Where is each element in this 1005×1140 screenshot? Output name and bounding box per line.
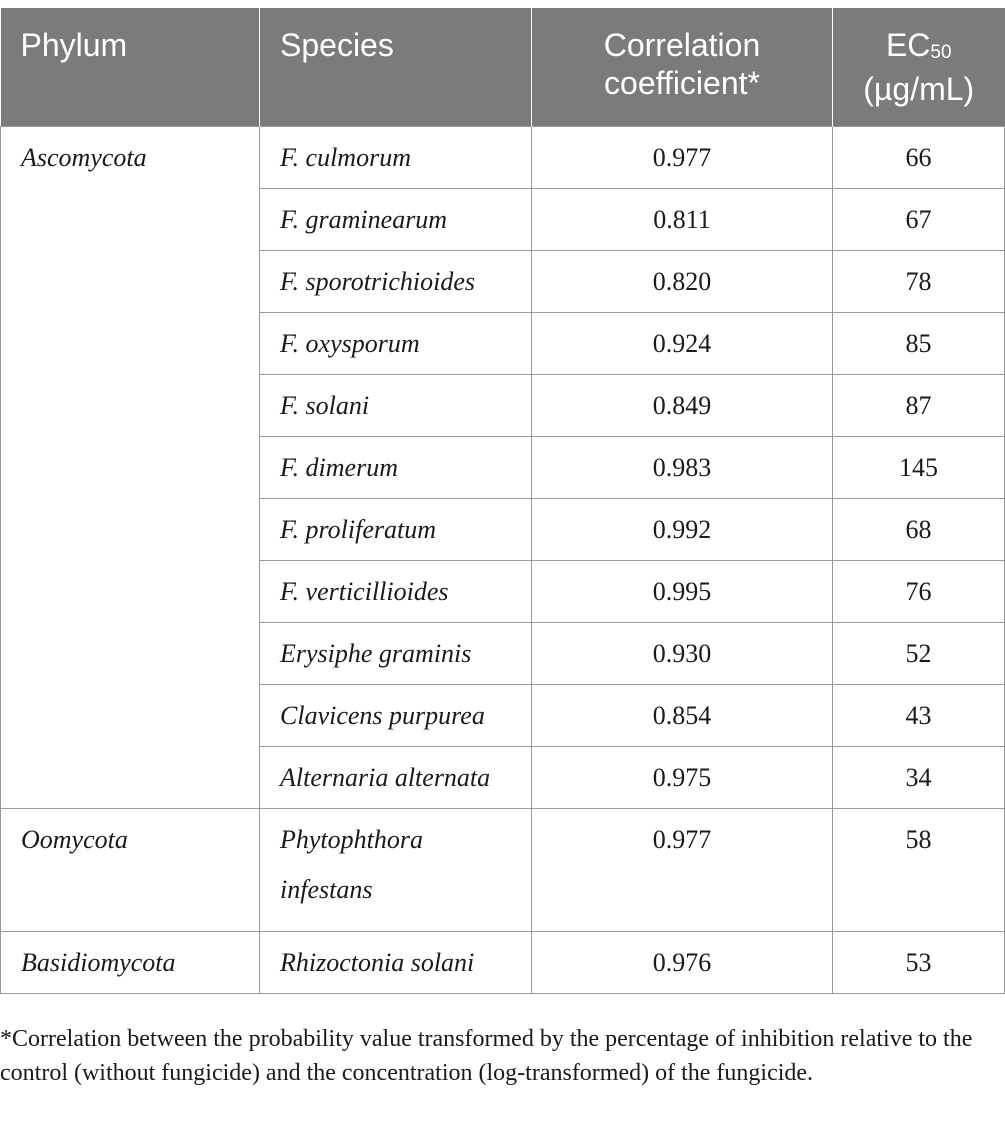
ec50-cell: 43: [833, 684, 1005, 746]
correlation-cell: 0.992: [532, 498, 833, 560]
correlation-cell: 0.976: [532, 931, 833, 993]
correlation-cell: 0.983: [532, 436, 833, 498]
correlation-cell: 0.975: [532, 746, 833, 808]
header-correlation: Correlation coefficient*: [532, 8, 833, 126]
ec50-cell: 66: [833, 126, 1005, 188]
ec50-cell: 78: [833, 250, 1005, 312]
table-footnote: *Correlation between the probability value transformed by the percentage of inhibition relative to the control (without fungicide) and the concentration (log-transformed) of the fungicide.: [0, 1026, 973, 1086]
ec50-cell: 53: [833, 931, 1005, 993]
header-species: Species: [260, 8, 532, 126]
species-cell: Rhizoctonia solani: [260, 931, 532, 993]
species-cell: F. graminearum: [260, 188, 532, 250]
correlation-cell: 0.924: [532, 312, 833, 374]
correlation-cell: 0.811: [532, 188, 833, 250]
table-row: [1, 808, 1005, 931]
species-cell: F. sporotrichioides: [260, 250, 532, 312]
header-ec50-unit: (µg/mL): [863, 71, 975, 107]
header-row: [1, 8, 1005, 126]
species-cell: F. proliferatum: [260, 498, 532, 560]
phylum-cell: Oomycota: [1, 808, 260, 931]
species-cell: Clavicens purpurea: [260, 684, 532, 746]
phylum-cell: Basidiomycota: [1, 931, 260, 993]
correlation-cell: 0.977: [532, 808, 833, 931]
ec50-cell: 67: [833, 188, 1005, 250]
ec50-cell: 76: [833, 560, 1005, 622]
ec50-cell: 145: [833, 436, 1005, 498]
ec50-cell: 34: [833, 746, 1005, 808]
species-cell: F. culmorum: [260, 126, 532, 188]
phylum-cell: Ascomycota: [1, 126, 260, 808]
species-cell: Erysiphe graminis: [260, 622, 532, 684]
species-cell: F. dimerum: [260, 436, 532, 498]
ec50-cell: 58: [833, 808, 1005, 931]
table-header: [1, 8, 1005, 126]
header-ec50-label: EC: [885, 27, 931, 63]
correlation-cell: 0.849: [532, 374, 833, 436]
correlation-cell: 0.977: [532, 126, 833, 188]
ec50-cell: 87: [833, 374, 1005, 436]
species-cell: F. oxysporum: [260, 312, 532, 374]
header-phylum: Phylum: [1, 8, 260, 126]
ec50-cell: 52: [833, 622, 1005, 684]
species-cell: F. solani: [260, 374, 532, 436]
correlation-cell: 0.995: [532, 560, 833, 622]
table-row: [1, 931, 1005, 993]
species-cell: Phytophthora infestans: [260, 808, 532, 931]
correlation-cell: 0.820: [532, 250, 833, 312]
header-ec50: [833, 8, 1005, 126]
species-cell: F. verticillioides: [260, 560, 532, 622]
correlation-cell: 0.854: [532, 684, 833, 746]
ec50-cell: 85: [833, 312, 1005, 374]
ec50-table: [0, 8, 1005, 994]
species-cell: Alternaria alternata: [260, 746, 532, 808]
ec50-cell: 68: [833, 498, 1005, 560]
header-ec50-subscript: 50: [930, 42, 952, 63]
table-body: [1, 126, 1005, 993]
correlation-cell: 0.930: [532, 622, 833, 684]
table-row: [1, 126, 1005, 188]
